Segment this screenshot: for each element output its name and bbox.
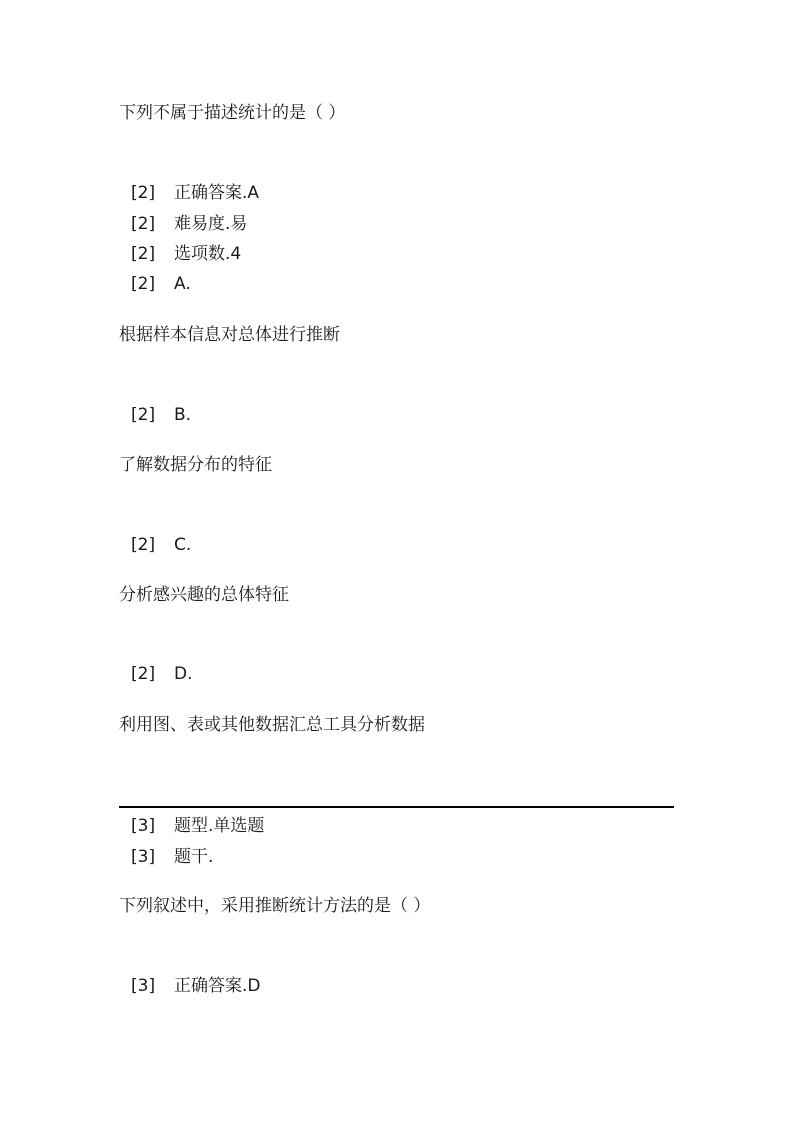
option-b-text: 了解数据分布的特征 — [119, 455, 272, 475]
question-2-answer-text: 正确答案.D — [174, 976, 261, 996]
option-c-letter: C. — [174, 535, 192, 555]
option-a-letter: A. — [174, 274, 191, 294]
question-1-difficulty — [131, 213, 247, 235]
option-d-letter: D. — [174, 664, 193, 684]
option-c-label — [131, 534, 191, 556]
option-b-label — [131, 404, 191, 426]
question-2-answer — [131, 975, 261, 997]
option-b-tag: [2] — [131, 405, 156, 425]
question-1-difficulty-tag: [2] — [131, 214, 156, 234]
option-b-letter: B. — [174, 405, 192, 425]
question-1-answer-tag: [2] — [131, 183, 156, 203]
option-c-text: 分析感兴趣的总体特征 — [119, 585, 289, 605]
option-a-tag: [2] — [131, 274, 156, 294]
question-1-answer-text: 正确答案.A — [174, 183, 260, 203]
option-d-tag: [2] — [131, 664, 156, 684]
question-2-type-text: 题型.单选题 — [174, 816, 265, 836]
question-1-option-count-text: 选项数.4 — [174, 244, 242, 264]
question-2-stem-label-text: 题干. — [174, 847, 214, 867]
option-a-label — [131, 273, 191, 295]
question-1-answer — [131, 182, 259, 204]
question-2-answer-tag: [3] — [131, 976, 156, 996]
option-d-text: 利用图、表或其他数据汇总工具分析数据 — [119, 715, 425, 735]
question-2-stem-label-tag: [3] — [131, 847, 156, 867]
option-a-text: 根据样本信息对总体进行推断 — [119, 325, 340, 345]
question-1-option-count — [131, 243, 241, 265]
question-1-difficulty-text: 难易度.易 — [174, 214, 248, 234]
option-c-tag: [2] — [131, 535, 156, 555]
question-2-type-tag: [3] — [131, 816, 156, 836]
question-2-stem-label — [131, 846, 213, 868]
option-d-label — [131, 663, 193, 685]
question-2-type — [131, 815, 264, 837]
question-2-stem: 下列叙述中，采用推断统计方法的是（ ） — [119, 896, 431, 916]
question-1-option-count-tag: [2] — [131, 244, 156, 264]
question-separator — [119, 806, 674, 808]
question-1-stem: 下列不属于描述统计的是（ ） — [119, 103, 346, 123]
